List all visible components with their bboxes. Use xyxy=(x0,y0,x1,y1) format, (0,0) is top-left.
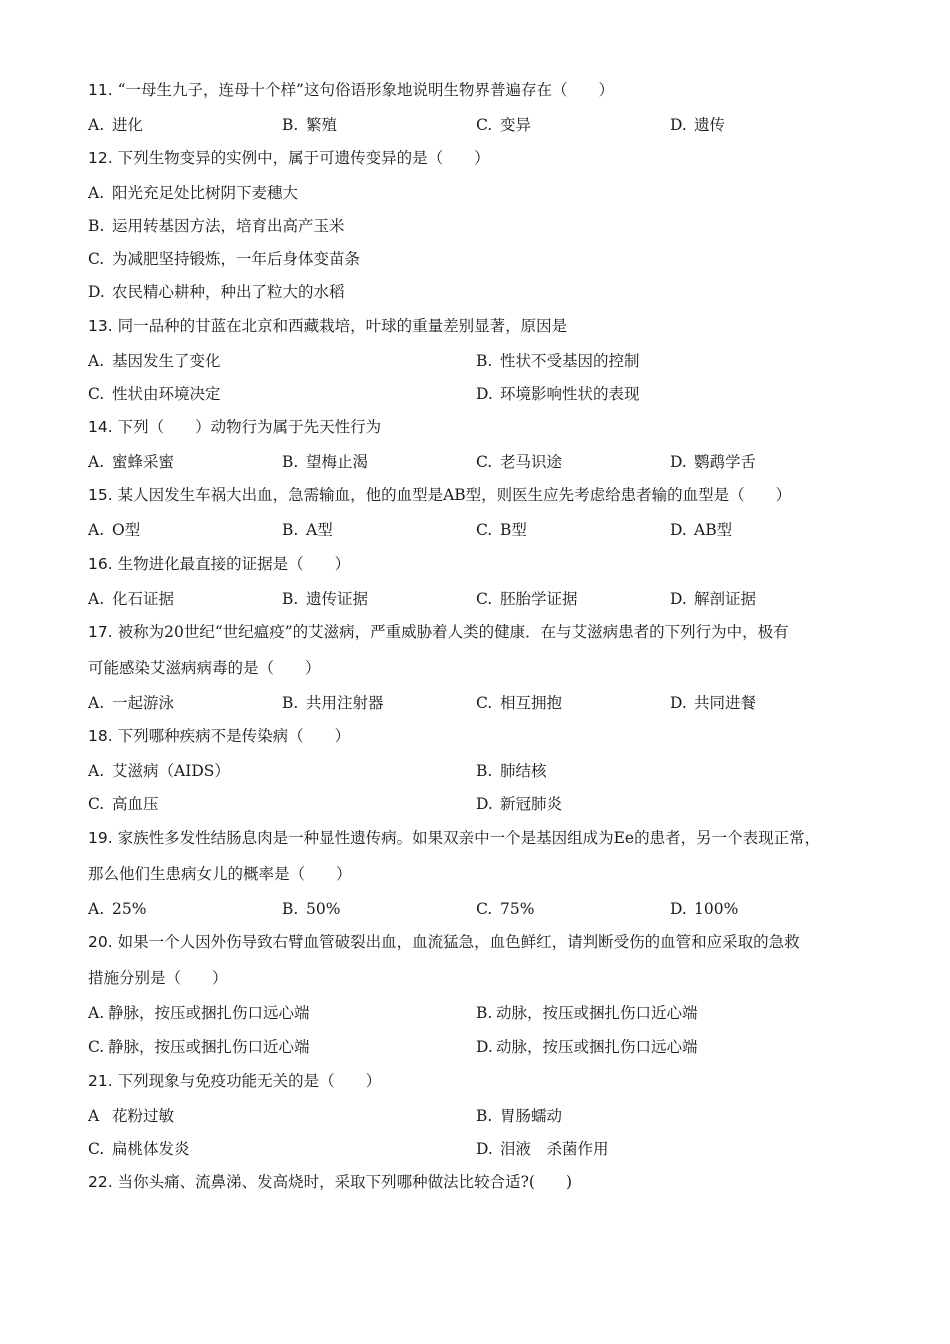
question-13-stem xyxy=(88,314,888,338)
option-text: O型 xyxy=(112,521,141,539)
question-14-options xyxy=(88,450,888,474)
question-number: 22. xyxy=(88,1173,113,1191)
option-letter: C. xyxy=(88,795,105,813)
option-letter: B. xyxy=(282,521,299,539)
question-15-stem xyxy=(88,483,888,507)
option-letter: B. xyxy=(476,1107,493,1125)
option-d[interactable] xyxy=(476,792,562,816)
option-text: 花粉过敏 xyxy=(112,1107,175,1125)
option-b[interactable] xyxy=(282,518,333,542)
option-a[interactable] xyxy=(88,759,230,783)
option-d[interactable] xyxy=(476,1035,698,1059)
option-letter: D. xyxy=(670,694,687,712)
option-a[interactable] xyxy=(88,691,174,715)
option-b[interactable] xyxy=(476,759,547,783)
option-text: 为减肥坚持锻炼，一年后身体变苗条 xyxy=(112,250,361,268)
option-text: 性状不受基因的控制 xyxy=(500,352,640,370)
option-text: 75% xyxy=(500,900,535,918)
question-number: 19. xyxy=(88,829,113,847)
option-b[interactable] xyxy=(282,450,368,474)
option-letter: D. xyxy=(670,453,687,471)
option-text: B型 xyxy=(500,521,527,539)
question-21-stem xyxy=(88,1069,888,1093)
option-text: 农民精心耕种，种出了粒大的水稻 xyxy=(112,283,345,301)
option-c[interactable] xyxy=(88,1035,310,1059)
option-d[interactable] xyxy=(670,450,756,474)
question-text: 如果一个人因外伤导致右臂血管破裂出血，血流猛急，血色鲜红，请判断受伤的血管和应采取的急救 xyxy=(117,933,800,951)
question-number: 13. xyxy=(88,317,113,335)
option-b[interactable] xyxy=(88,214,888,238)
option-text: 繁殖 xyxy=(306,116,338,134)
option-a[interactable] xyxy=(88,450,174,474)
option-letter: C. xyxy=(88,385,105,403)
option-letter: A. xyxy=(88,694,105,712)
option-b[interactable] xyxy=(282,587,368,611)
option-c[interactable] xyxy=(476,691,562,715)
question-text: 同一品种的甘蓝在北京和西藏栽培，叶球的重量差别显著，原因是 xyxy=(117,317,568,335)
option-a[interactable] xyxy=(88,897,146,921)
option-d[interactable] xyxy=(670,113,725,137)
option-b[interactable] xyxy=(282,691,384,715)
option-a[interactable] xyxy=(88,181,888,205)
question-11-options xyxy=(88,113,888,137)
question-15-options xyxy=(88,518,888,542)
question-22-stem xyxy=(88,1170,888,1194)
option-letter: A. xyxy=(88,521,105,539)
question-18-stem xyxy=(88,724,888,748)
option-letter: B. xyxy=(88,217,105,235)
option-letter: C. xyxy=(476,521,493,539)
option-letter: A. xyxy=(88,900,105,918)
option-c[interactable] xyxy=(476,113,531,137)
question-13-options-row1 xyxy=(88,349,888,373)
option-letter: C. xyxy=(476,590,493,608)
option-letter: A. xyxy=(88,1004,105,1022)
question-number: 15. xyxy=(88,486,113,504)
question-text: 某人因发生车祸大出血，急需输血，他的血型是AB型，则医生应先考虑给患者输的血型是（ ） xyxy=(117,486,792,504)
option-letter: B. xyxy=(476,1004,493,1022)
option-text: 遗传 xyxy=(694,116,726,134)
question-number: 17. xyxy=(88,623,113,641)
question-20-stem-cont xyxy=(88,966,888,990)
option-text: 遗传证据 xyxy=(306,590,369,608)
option-text: 相互拥抱 xyxy=(500,694,563,712)
option-d[interactable] xyxy=(476,382,640,406)
question-text: 当你头痛、流鼻涕、发高烧时，采取下列哪种做法比较合适?( ) xyxy=(117,1173,573,1191)
option-d[interactable] xyxy=(476,1137,609,1161)
question-20-options-row2 xyxy=(88,1035,888,1059)
option-letter: D. xyxy=(88,283,105,301)
option-c[interactable] xyxy=(88,247,888,271)
question-text: 措施分别是（ ） xyxy=(88,969,228,987)
question-text: 下列生物变异的实例中，属于可遗传变异的是（ ） xyxy=(117,149,490,167)
option-b[interactable] xyxy=(476,1001,698,1025)
option-text: 解剖证据 xyxy=(694,590,757,608)
question-number: 16. xyxy=(88,555,113,573)
option-c[interactable] xyxy=(476,587,578,611)
question-16-stem xyxy=(88,552,888,576)
option-letter: A. xyxy=(88,352,105,370)
question-text: 被称为20世纪“世纪瘟疫”的艾滋病，严重威胁着人类的健康．在与艾滋病患者的下列行为中，极有 xyxy=(117,623,789,641)
option-text: 望梅止渴 xyxy=(306,453,369,471)
question-19-options xyxy=(88,897,888,921)
option-letter: B. xyxy=(282,116,299,134)
option-letter: A. xyxy=(88,453,105,471)
option-text: 一起游泳 xyxy=(112,694,175,712)
option-letter: B. xyxy=(282,590,299,608)
question-17-options xyxy=(88,691,888,715)
option-text: 性状由环境决定 xyxy=(112,385,221,403)
option-text: 胚胎学证据 xyxy=(500,590,578,608)
question-text: 可能感染艾滋病病毒的是（ ） xyxy=(88,659,321,677)
option-letter: B. xyxy=(476,762,493,780)
option-text: 100% xyxy=(694,900,739,918)
question-11-stem xyxy=(88,78,888,102)
option-d[interactable] xyxy=(670,691,756,715)
option-letter: A. xyxy=(88,184,105,202)
option-text: 静脉，按压或捆扎伤口远心端 xyxy=(108,1004,310,1022)
question-18-options-row1 xyxy=(88,759,888,783)
question-text: 生物进化最直接的证据是（ ） xyxy=(117,555,351,573)
option-letter: A xyxy=(88,1107,100,1125)
question-12-stem xyxy=(88,146,888,170)
question-20-stem xyxy=(88,930,888,954)
option-a[interactable] xyxy=(88,518,140,542)
option-text: 肺结核 xyxy=(500,762,547,780)
option-letter: C. xyxy=(476,900,493,918)
question-number: 11. xyxy=(88,81,113,99)
option-letter: D. xyxy=(670,521,687,539)
option-letter: D. xyxy=(670,590,687,608)
option-b[interactable] xyxy=(476,1104,562,1128)
option-c[interactable] xyxy=(88,382,221,406)
option-text: AB型 xyxy=(694,521,733,539)
option-d[interactable] xyxy=(88,280,888,304)
question-20-options-row1 xyxy=(88,1001,888,1025)
question-17-stem-cont xyxy=(88,656,888,680)
option-letter: B. xyxy=(282,900,299,918)
option-letter: A. xyxy=(88,116,105,134)
question-text: 下列（ ）动物行为属于先天性行为 xyxy=(117,418,382,436)
option-text: 新冠肺炎 xyxy=(500,795,563,813)
question-19-stem-cont xyxy=(88,862,888,886)
option-text: A型 xyxy=(306,521,333,539)
question-14-stem xyxy=(88,415,888,439)
option-a[interactable] xyxy=(88,587,174,611)
question-21-options-row1 xyxy=(88,1104,888,1128)
option-text: 化石证据 xyxy=(112,590,175,608)
question-number: 14. xyxy=(88,418,113,436)
option-text: 蜜蜂采蜜 xyxy=(112,453,175,471)
option-text: 基因发生了变化 xyxy=(112,352,221,370)
option-letter: C. xyxy=(476,694,493,712)
question-number: 18. xyxy=(88,727,113,745)
question-number: 21. xyxy=(88,1072,113,1090)
question-text: 家族性多发性结肠息肉是一种显性遗传病。如果双亲中一个是基因组成为Ee的患者，另一个表现正常， xyxy=(117,829,821,847)
question-19-stem xyxy=(88,826,888,850)
option-letter: C. xyxy=(88,1140,105,1158)
option-letter: C. xyxy=(476,453,493,471)
question-number: 12. xyxy=(88,149,113,167)
option-text: 鹦鹉学舌 xyxy=(694,453,757,471)
option-c[interactable] xyxy=(476,450,562,474)
option-a[interactable] xyxy=(88,113,143,137)
option-text: 变异 xyxy=(500,116,532,134)
question-text: 那么他们生患病女儿的概率是（ ） xyxy=(88,865,352,883)
option-text: 艾滋病（AIDS） xyxy=(112,762,230,780)
option-letter: D. xyxy=(476,795,493,813)
option-b[interactable] xyxy=(282,113,337,137)
option-a[interactable] xyxy=(88,1104,174,1128)
option-letter: B. xyxy=(282,694,299,712)
option-letter: C. xyxy=(88,250,105,268)
option-b[interactable] xyxy=(476,349,640,373)
option-text: 静脉，按压或捆扎伤口近心端 xyxy=(108,1038,310,1056)
option-text: 动脉，按压或捆扎伤口远心端 xyxy=(496,1038,698,1056)
question-18-options-row2 xyxy=(88,792,888,816)
option-b[interactable] xyxy=(282,897,340,921)
option-d[interactable] xyxy=(670,587,756,611)
option-text: 动脉，按压或捆扎伤口近心端 xyxy=(496,1004,698,1022)
option-letter: D. xyxy=(476,385,493,403)
option-text: 高血压 xyxy=(112,795,159,813)
option-text: 50% xyxy=(306,900,341,918)
option-letter: B. xyxy=(282,453,299,471)
question-21-options-row2 xyxy=(88,1137,888,1161)
option-text: 阳光充足处比树阴下麦穗大 xyxy=(112,184,299,202)
question-text: “一母生九子，连母十个样”这句俗语形象地说明生物界普遍存在（ ） xyxy=(117,81,614,99)
option-letter: D. xyxy=(670,116,687,134)
option-d[interactable] xyxy=(670,518,732,542)
option-text: 25% xyxy=(112,900,147,918)
option-text: 共用注射器 xyxy=(306,694,384,712)
option-a[interactable] xyxy=(88,349,221,373)
option-c[interactable] xyxy=(88,1137,190,1161)
option-letter: B. xyxy=(476,352,493,370)
option-c[interactable] xyxy=(476,518,527,542)
option-letter: C. xyxy=(88,1038,105,1056)
option-letter: A. xyxy=(88,590,105,608)
option-text: 进化 xyxy=(112,116,144,134)
option-text: 共同进餐 xyxy=(694,694,757,712)
question-text: 下列哪种疾病不是传染病（ ） xyxy=(117,727,351,745)
option-c[interactable] xyxy=(476,897,534,921)
option-letter: A. xyxy=(88,762,105,780)
option-letter: D. xyxy=(476,1140,493,1158)
option-text: 泪液 杀菌作用 xyxy=(500,1140,609,1158)
question-text: 下列现象与免疫功能无关的是（ ） xyxy=(117,1072,382,1090)
question-17-stem xyxy=(88,620,888,644)
option-text: 老马识途 xyxy=(500,453,563,471)
option-letter: D. xyxy=(476,1038,493,1056)
question-number: 20. xyxy=(88,933,113,951)
option-text: 扁桃体发炎 xyxy=(112,1140,190,1158)
option-text: 胃肠蠕动 xyxy=(500,1107,563,1125)
option-text: 环境影响性状的表现 xyxy=(500,385,640,403)
question-16-options xyxy=(88,587,888,611)
option-a[interactable] xyxy=(88,1001,310,1025)
question-13-options-row2 xyxy=(88,382,888,406)
option-text: 运用转基因方法，培育出高产玉米 xyxy=(112,217,345,235)
option-d[interactable] xyxy=(670,897,738,921)
option-letter: C. xyxy=(476,116,493,134)
option-letter: D. xyxy=(670,900,687,918)
option-c[interactable] xyxy=(88,792,159,816)
